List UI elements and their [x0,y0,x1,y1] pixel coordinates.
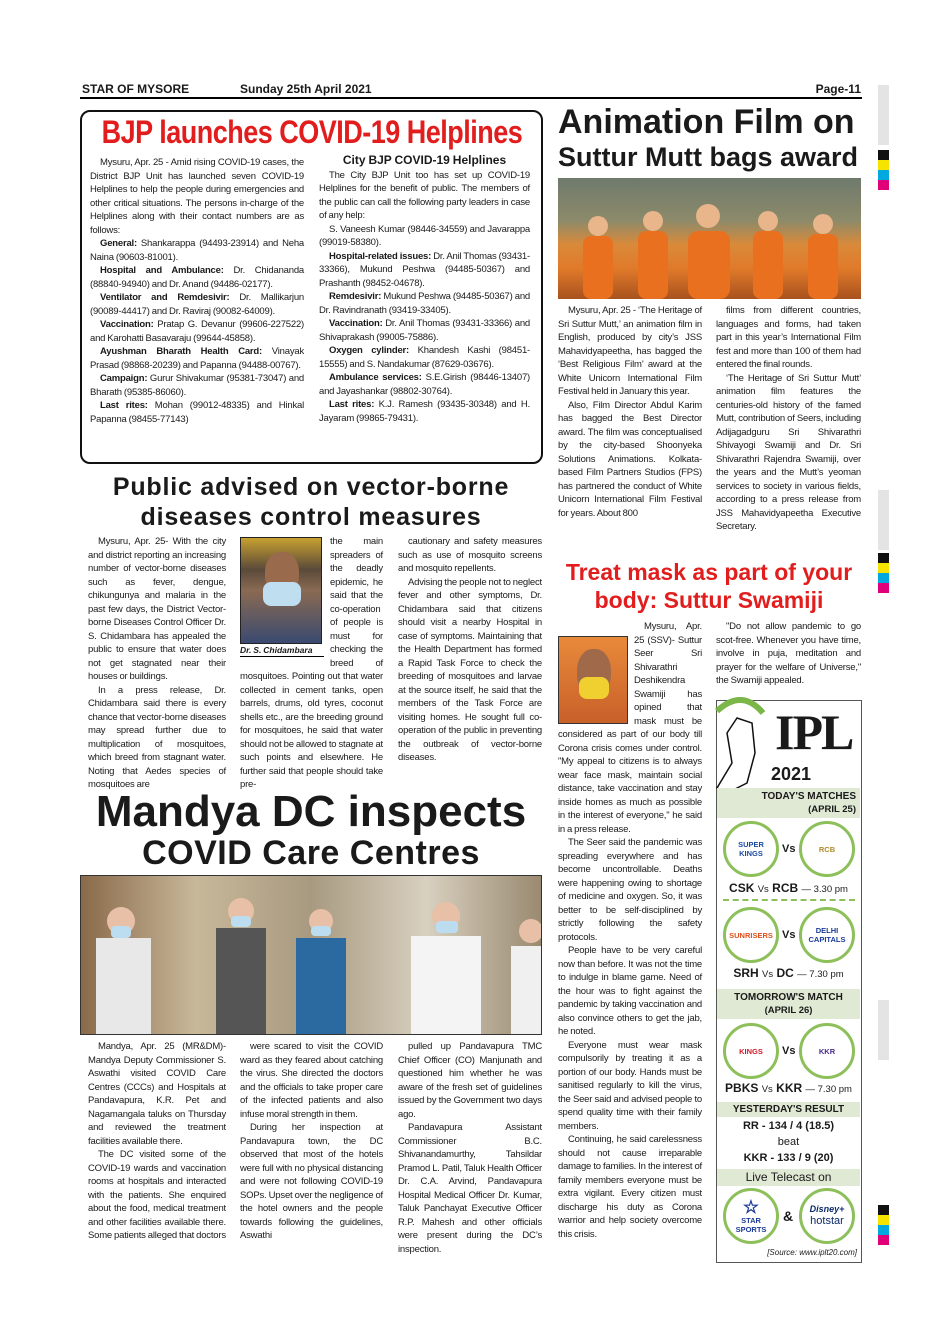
divider [723,899,855,901]
paragraph-text: Shankarappa (94493-23914) and Neha Naina (90603-81001). [90,238,304,263]
yesterday-band: YESTERDAY'S RESULT [717,1102,860,1117]
paragraph [90,372,304,399]
paragraph: films from different countries, languages and forms, had taken part in this year’s International Film fest and more than 100 of them had entered the final rounds. [716,305,861,370]
dc-logo: DELHI CAPITALS [799,907,855,963]
paragraph: Also, Film Director Abdul Karim has bagged the Best Director award. The film was conceptualised by the city-based Shoonyeka Solutions Animations. Kolkata-based Film Partners Studios (FPS) has partnered the conduct of White Unicorn International Film Festival for years. About 800 [558,399,702,519]
team: CSK [729,881,755,895]
paragraph: The City BJP Unit too has set up COVID-19 Helplines for the benefit of public. The members of the public can call the following party leaders in case of any help: [319,169,530,221]
vs-label: Vs [782,843,796,855]
header-rule [80,97,862,99]
animation-still-photo [558,178,861,299]
paragraph-text: Dr. Chidananda (88840-94940) and Dr. Anand (94486-02177). [90,265,305,290]
color-registration-mark [878,553,889,593]
pbks-logo: KINGS [723,1023,779,1079]
color-registration-mark [878,150,889,190]
paragraph-lead: Hospital-related issues: [329,250,432,262]
disney-plus: Disney+ [809,1204,845,1214]
broadcaster: STAR SPORTS [735,1216,767,1234]
match-time: — 7.30 pm [797,969,844,980]
paragraph: Mysuru, Apr. 25 (SSV)- Suttur Seer Sri Shivarathri Deshikendra Swamiji has opined that mask must be considered as part of our body till Corona crisis comes under control. "My appeal to citizens is to always wear face mask, maintain social distance, take vaccination and stay inside homes as much as possible in the interest of everyone," he said in a press release. [558,621,702,835]
broadcaster: hotstar [810,1215,844,1227]
todays-matches-band [717,788,860,818]
band-date: (APRIL 26) [764,1005,813,1016]
team: RCB [772,881,799,895]
paragraph-text: Khandesh Kashi (98451-15555) and S. Nandakumar (87629-03676). [319,345,531,370]
ampersand: & [783,1208,794,1224]
paragraph-lead: Ventilator and Remdesivir: [100,292,230,303]
animation-column-1 [558,304,702,520]
mandya-headline-2: COVID Care Centres [142,834,480,872]
paragraph-text: S.E.Girish (98446-13407) and Jayashankar (98802-30764). [319,372,530,397]
paragraph [319,344,530,371]
paragraph [90,399,304,426]
paragraph-lead: Vaccination: [329,318,383,329]
team: PBKS [725,1081,759,1095]
paragraph [90,345,304,372]
ipl-schedule-box [716,700,862,1263]
match-time: — 7.30 pm [805,1084,852,1095]
city-subheading: City BJP COVID-19 Helplines [342,153,507,167]
paragraph-lead: Campaign: [100,373,148,384]
chidambara-photo-block [240,537,324,659]
vector-column-1 [88,535,226,792]
paragraph-text: Mukund Peshwa (94485-50367) and Dr. Ravindranath (93419-33405). [319,291,530,316]
band-title: TOMORROW'S MATCH [734,992,843,1003]
star-sports-logo: ☆ STAR SPORTS [723,1188,779,1244]
paragraph-text: Dr. Anil Thomas (93431-33366), Mukund Peshwa (94485-50367) and Prashanth (98452-04678). [319,250,530,289]
swamiji-photo [558,636,628,724]
paragraph [90,237,304,264]
paragraph-lead: Oxygen cylinder: [329,345,410,356]
paragraph: During her inspection at Pandavapura town, the DC observed that most of the hotels were full with no physical distancing and were not following COVID-19 SOPs. Upset over the negligence of the hotel owners and the people towards following the guidelines, Aswathi [240,1122,383,1241]
paragraph [319,250,530,291]
registration-bar [878,85,889,145]
srh-logo: SUNRISERS [723,907,779,963]
match-csk-rcb [717,881,860,895]
band-title: TODAY'S MATCHES [761,791,856,802]
vector-column-3 [398,535,542,765]
mandya-column-3 [398,1040,542,1256]
mask-column-1 [558,620,702,1241]
bjp-district-column [90,156,304,426]
chidambara-photo [240,537,322,644]
paragraph: The Seer said the pandemic was spreading everywhere and has become uncontrollable. Deaths were happening owing to shortage of medicine and oxygen. So, it was better to be self-disciplined by strictly following the safety protocols. [558,837,702,943]
paragraph [319,317,530,344]
color-registration-mark [878,1205,889,1245]
bjp-headline: BJP launches COVID-19 Helplines [101,114,523,150]
paragraph: Continuing, he said carelessness should not cause irreparable damage to families. In the interest of family members everyone must be extra vigilant. Every citizen must discharge his duty as Corona warrior and help society overcome this crisis. [558,1134,702,1240]
mask-headline [556,558,862,614]
paragraph: the main spreaders of the deadly epidemic, he said that the co-operation of people is must for checking the breed of mosquitoes. Pointing out that water collected in cement tanks, open barrels, drums, old tyres, coconut shells etc., are the breeding ground for mosquitoes, he said that water should not be allowed to stagnate at such points and elsewhere. He further said that people should take pre- [240,536,383,790]
paragraph: Mysuru, Apr. 25 - Amid rising COVID-19 cases, the District BJP Unit has launched seven COVID-19 Helplines to help the people during emergencies and other critical situations. The persons in-charge of the Helplines along with their contact numbers are as follows: [90,157,304,236]
paragraph [319,290,530,317]
paragraph [90,291,304,318]
paragraph [90,318,304,345]
result-line: beat [777,1136,800,1148]
registration-bar [878,490,889,550]
paragraph-lead: Ayushman Bharath Health Card: [100,346,263,357]
source-note: [Source: www.iplt20.com] [767,1248,857,1257]
issue-date: Sunday 25th April 2021 [240,82,372,96]
paragraph: Mandya, Apr. 25 (MR&DM)- Mandya Deputy Commissioner S. Aswathi visited COVID Care Centres (CCCs) and Hospitals at Pandavapura, K.R. Pet and Nagamangala taluks on Thursday and reviewed the treatment facilities available there. [88,1041,226,1147]
paragraph-lead: Remdesivir: [329,291,382,302]
kkr-logo: KKR [799,1023,855,1079]
paragraph-text: Gurur Shivakumar (95381-73047) and Bharath (95385-86060). [90,373,304,398]
page-number: Page-11 [815,82,861,96]
paragraph-text: Dr. Anil Thomas (93431-33366) and Shivaprakash (99005-75886). [319,318,531,343]
result-line: RR - 134 / 4 (18.5) [742,1120,835,1132]
ipl-year: 2021 [771,764,812,784]
team: SRH [733,966,759,980]
paragraph: People have to be very careful now than before. It was not the time to indulge in blame game. Need of the hour was to fight against the pandemic by taking vaccination and also convince others to get the jab, he noted. [558,945,702,1037]
match-time: — 3.30 pm [801,884,848,895]
vs: Vs [761,1084,773,1095]
paragraph: Pandavapura Assistant Commissioner B.C. Shivanandamurthy, Tahsildar Pramod L. Patil, Taluk Health Officer Dr. C.A. Arvind, Pandavapura Hospital Medical Officer Dr. Kumar, Taluk Panchayat Executive Officer R.P. Mahesh and other officials were present during the DC’s inspection. [398,1122,542,1255]
paragraph [90,264,304,291]
paragraph: were scared to visit the COVID ward as they feared about catching the virus. She directed the doctors and the officials to take proper care of the infected patients and also infuse moral strength in them. [240,1041,383,1120]
paragraph: Advising the people not to neglect fever and other symptoms, Dr. Chidambara said that citizens should visit a nearby Hospital in case of symptoms. Maintaining that the Health Department has formed a Rapid Task Force to check the breeding of mosquitoes and larvae at the source itself, he said that the members of the Task Force are visiting homes. He sought full co-operation of the public in preventing the outbreak of vector-borne diseases. [398,576,542,763]
paragraph-lead: General: [100,238,137,249]
photo-caption: Dr. S. Chidambara [240,644,324,657]
animation-column-2 [716,304,861,534]
result-line: KKR - 133 / 9 (20) [743,1152,834,1164]
paragraph: cautionary and safety measures such as use of mosquito screens and mosquito repellents. [398,536,542,574]
headline-line: body: Suttur Swamiji [594,587,824,613]
tomorrow-band [717,989,860,1019]
mandya-column-2 [240,1040,383,1243]
rcb-logo: RCB [799,821,855,877]
paragraph-text: Mohan (99012-48335) and Hinkal Papanna (98455-77143) [90,400,304,425]
paragraph-lead: Ambulance services: [329,372,422,383]
paragraph: In a press release, Dr. Chidambara said there is every chance that vector-borne diseases may spread further due to multiplication of mosquitoes, which breed from stagnant water. Noting that Aedes species of mosquitoes are [88,684,226,790]
match-pbks-kkr [717,1081,860,1095]
paragraph: The DC visited some of the COVID-19 wards and vaccination rooms at hospitals and interacted with the patients. She enquired about the food, medical treatment and other facilities available there. Some patients alleged that doctors [88,1149,226,1241]
csk-logo: SUPER KINGS [723,821,779,877]
mandya-column-1 [88,1040,226,1243]
vs: Vs [762,969,774,980]
registration-bar [878,1000,889,1060]
vs: Vs [757,884,769,895]
bjp-city-column [319,154,530,425]
paragraph: Everyone must wear mask compulsorily by treating it as a portion of our body. Hands must be sanitised regularly to kill the virus, the Seer said and advised people to spend quality time with their family members. [558,1039,702,1132]
paragraph: pulled up Pandavapura TMC Chief Officer (CO) Manjunath and questioned him whether he was aware of the fresh set of guidelines issued by the Government two days ago. [398,1041,542,1120]
live-telecast-band: Live Telecast on [717,1169,860,1186]
headline-line: Public advised on vector-borne [112,473,510,501]
ipl-batsman-logo [707,693,767,803]
mandya-inspection-photo [80,875,542,1035]
paragraph-text: Dr. Mallikarjun (90089-44417) and Dr. Raviraj (90082-64009). [90,292,304,317]
team: DC [776,966,794,980]
headline-line: Treat mask as part of your [565,559,853,585]
vector-headline [80,472,542,532]
match-srh-dc [717,966,860,980]
paragraph: Mysuru, Apr. 25 - ‘The Heritage of Sri Suttur Mutt,’ an animation film in English, produced by city’s JSS Mahavidyapeetha, has bagged the ‘Best Religious Film’ award at the White Unicorn International Film Festival held in January this year. [558,305,702,397]
paragraph [319,371,530,398]
headline-line: diseases control measures [140,503,482,531]
paragraph: "Do not allow pandemic to go scot-free. Whenever you have time, involve in puja, meditation and prayer for the welfare of Universe," the Swamiji appealed. [716,621,861,686]
paragraph: S. Vaneesh Kumar (98446-34559) and Javarappa (99019-58380). [319,223,530,248]
vector-column-2 [240,535,383,792]
vs-label: Vs [782,929,796,941]
yesterday-result [717,1118,860,1166]
paragraph-lead: Vaccination: [100,319,154,330]
paragraph: Mysuru, Apr. 25- With the city and district reporting an increasing number of vector-borne diseases such as fever, dengue, chikungunya and malaria in the past few days, the District Vector-borne Diseases Control Officer Dr. S. Chidambara has appealed the public to ensure that water does not get stagnated near their houses or buildings. [88,536,226,682]
paragraph-text: K.J. Ramesh (93435-30348) and H. Jayaram (99865-79431). [319,399,530,424]
mandya-headline-1: Mandya DC inspects [95,787,527,836]
paragraph-text: Pratap G. Devanur (99606-227522) and Karohatti Basavaraju (99644-45858). [90,319,305,344]
paragraph: ‘The Heritage of Sri Suttur Mutt’ animation film features the centuries-old history of the famed Mutt, contribution of Seers, including Adijagadguru Sri Shivarathri Shivayogi Swamiji and Dr. Sri Shivarathri Rajendra Swamiji, over the years and the Mutt’s yeoman services to society in various fields, according to a press release from JSS Mahavidyapeetha Executive Secretary. [716,372,861,532]
paragraph-lead: Last rites: [100,400,148,411]
team: KKR [776,1081,803,1095]
mask-column-2 [716,620,861,688]
paragraph-lead: Last rites: [329,399,375,410]
newspaper-name: STAR OF MYSORE [82,82,190,96]
ipl-logo-text: IPL [775,704,853,760]
band-date: (APRIL 25) [808,804,856,815]
vs-label: Vs [782,1045,796,1057]
paragraph-text: Vinayak Prasad (98868-20239) and Papanna (94488-00767). [90,346,305,371]
hotstar-logo [799,1188,855,1244]
paragraph-lead: Hospital and Ambulance: [100,265,224,276]
paragraph [319,398,530,425]
animation-headline-1: Animation Film on [558,103,855,141]
animation-headline-2: Suttur Mutt bags award [558,142,859,172]
